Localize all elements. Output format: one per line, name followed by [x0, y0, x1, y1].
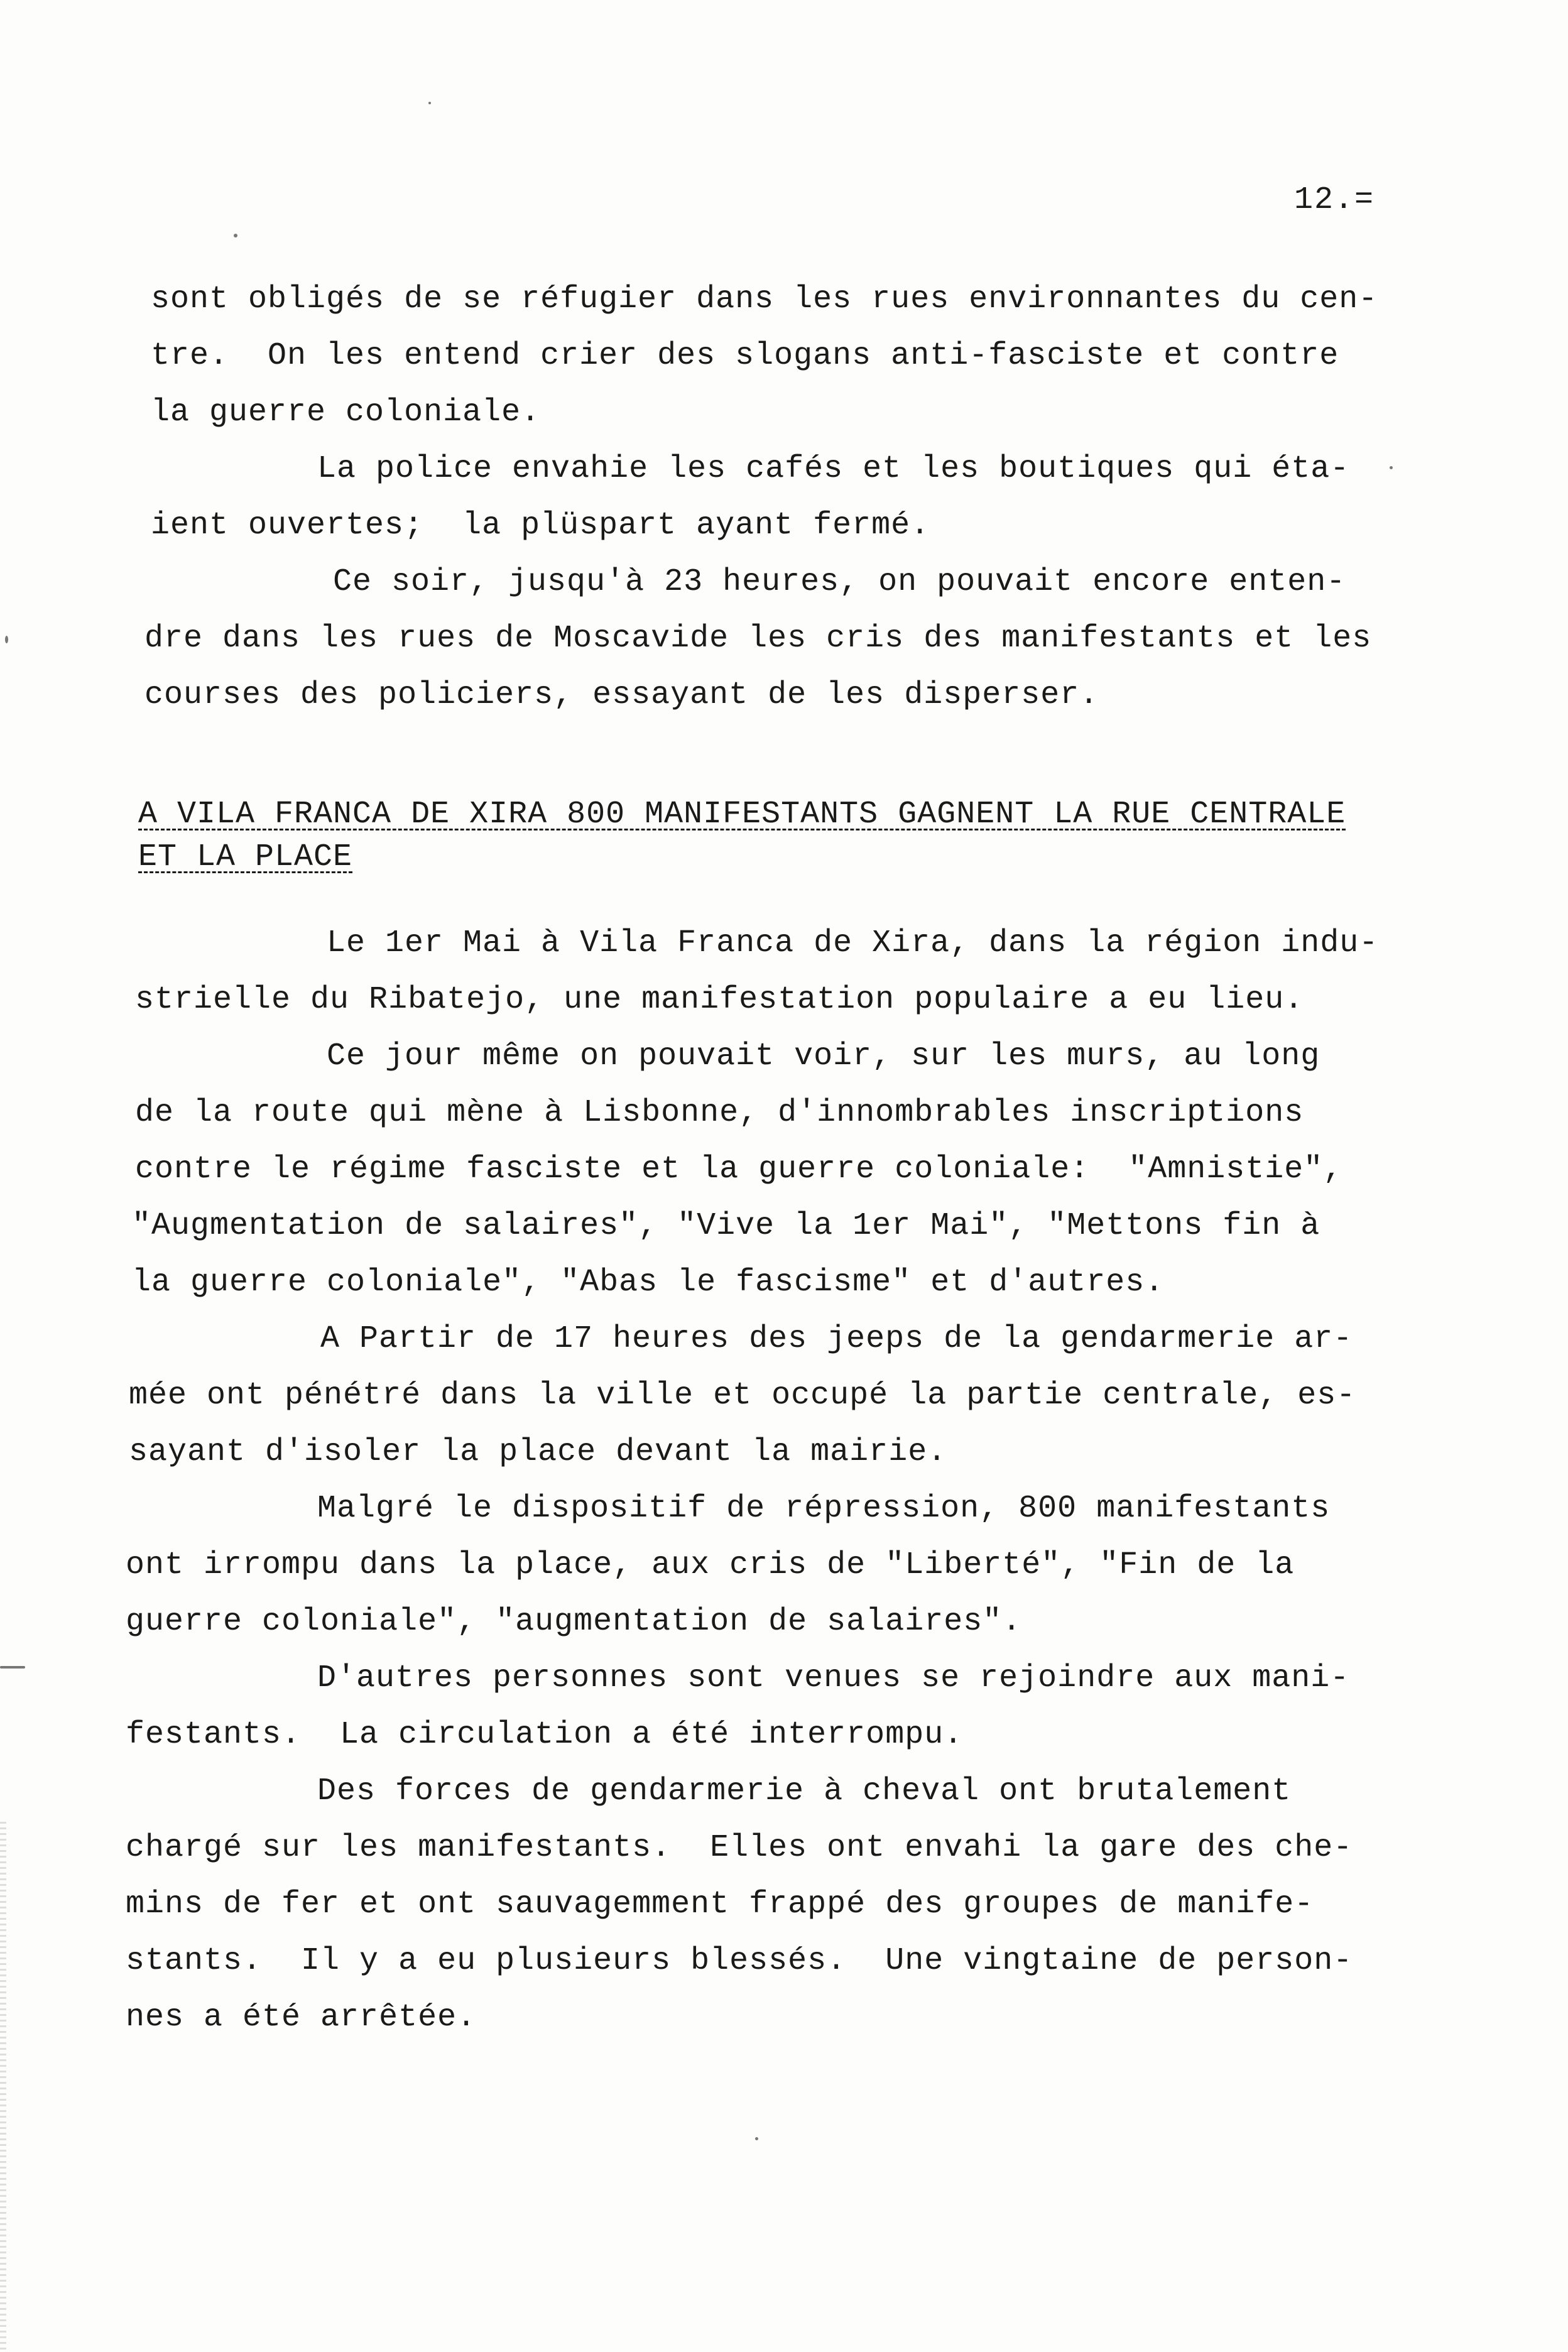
section-paragraph-6-line-2: chargé sur les manifestants. Elles ont envahi la gare des che-	[126, 1830, 1353, 1866]
section-paragraph-2-line-1: Ce jour même on pouvait voir, sur les murs, au long	[327, 1038, 1320, 1074]
section-paragraph-5-line-2: festants. La circulation a été interrompu.	[126, 1717, 964, 1753]
paragraph-1-line-1: sont obligés de se réfugier dans les rues environnantes du cen-	[151, 281, 1378, 317]
section-paragraph-2-line-4: "Augmentation de salaires", "Vive la 1er Mai", "Mettons fin à	[132, 1208, 1320, 1244]
scan-speck	[755, 2137, 758, 2140]
scan-edge-artifact	[0, 1822, 6, 2349]
scan-speck	[5, 636, 8, 643]
section-paragraph-6-line-1: Des forces de gendarmerie à cheval ont brutalement	[317, 1773, 1292, 1809]
scan-speck	[234, 234, 237, 237]
paragraph-3-line-1: Ce soir, jusqu'à 23 heures, on pouvait encore enten-	[333, 564, 1346, 600]
section-paragraph-1-line-2: strielle du Ribatejo, une manifestation populaire a eu lieu.	[135, 982, 1304, 1018]
scan-speck	[1390, 466, 1393, 469]
paragraph-1-line-2: tre. On les entend crier des slogans anti-fasciste et contre	[151, 338, 1339, 374]
section-paragraph-4-line-3: guerre coloniale", "augmentation de salaires".	[126, 1604, 1022, 1640]
section-paragraph-1-line-1: Le 1er Mai à Vila Franca de Xira, dans la région indu-	[327, 925, 1379, 961]
section-paragraph-3-line-1: A Partir de 17 heures des jeeps de la gendarmerie ar-	[320, 1321, 1353, 1357]
section-paragraph-2-line-5: la guerre coloniale", "Abas le fascisme" et d'autres.	[132, 1265, 1165, 1300]
scan-speck	[0, 1666, 25, 1669]
scan-speck	[428, 102, 431, 104]
section-paragraph-6-line-4: stants. Il y a eu plusieurs blessés. Une vingtaine de person-	[126, 1943, 1353, 1979]
paragraph-3-line-2: dre dans les rues de Moscavide les cris des manifestants et les	[144, 621, 1372, 656]
section-paragraph-3-line-2: mée ont pénétré dans la ville et occupé la partie centrale, es-	[129, 1378, 1356, 1413]
paragraph-1-line-3: la guerre coloniale.	[151, 395, 541, 430]
section-heading-line-1: A VILA FRANCA DE XIRA 800 MANIFESTANTS GAGNENT LA RUE CENTRALE	[138, 797, 1346, 832]
section-paragraph-5-line-1: D'autres personnes sont venues se rejoindre aux mani-	[317, 1660, 1350, 1696]
section-paragraph-2-line-2: de la route qui mène à Lisbonne, d'innombrables inscriptions	[135, 1095, 1304, 1131]
section-paragraph-4-line-2: ont irrompu dans la place, aux cris de "Liberté", "Fin de la	[126, 1547, 1295, 1583]
section-paragraph-2-line-3: contre le régime fasciste et la guerre coloniale: "Amnistie",	[135, 1152, 1343, 1187]
section-paragraph-3-line-3: sayant d'isoler la place devant la mairie.	[129, 1434, 947, 1470]
paragraph-3-line-3: courses des policiers, essayant de les disperser.	[144, 677, 1099, 713]
section-heading-line-2: ET LA PLACE	[138, 839, 353, 875]
page-number: 12.=	[1294, 182, 1375, 218]
paragraph-2-line-2: ient ouvertes; la plüspart ayant fermé.	[151, 508, 930, 543]
section-paragraph-6-line-3: mins de fer et ont sauvagemment frappé des groupes de manife-	[126, 1886, 1314, 1922]
section-paragraph-6-line-5: nes a été arrêtée.	[126, 2000, 477, 2035]
section-paragraph-4-line-1: Malgré le dispositif de répression, 800 manifestants	[317, 1491, 1331, 1527]
paragraph-2-line-1: La police envahie les cafés et les boutiques qui éta-	[317, 451, 1350, 487]
